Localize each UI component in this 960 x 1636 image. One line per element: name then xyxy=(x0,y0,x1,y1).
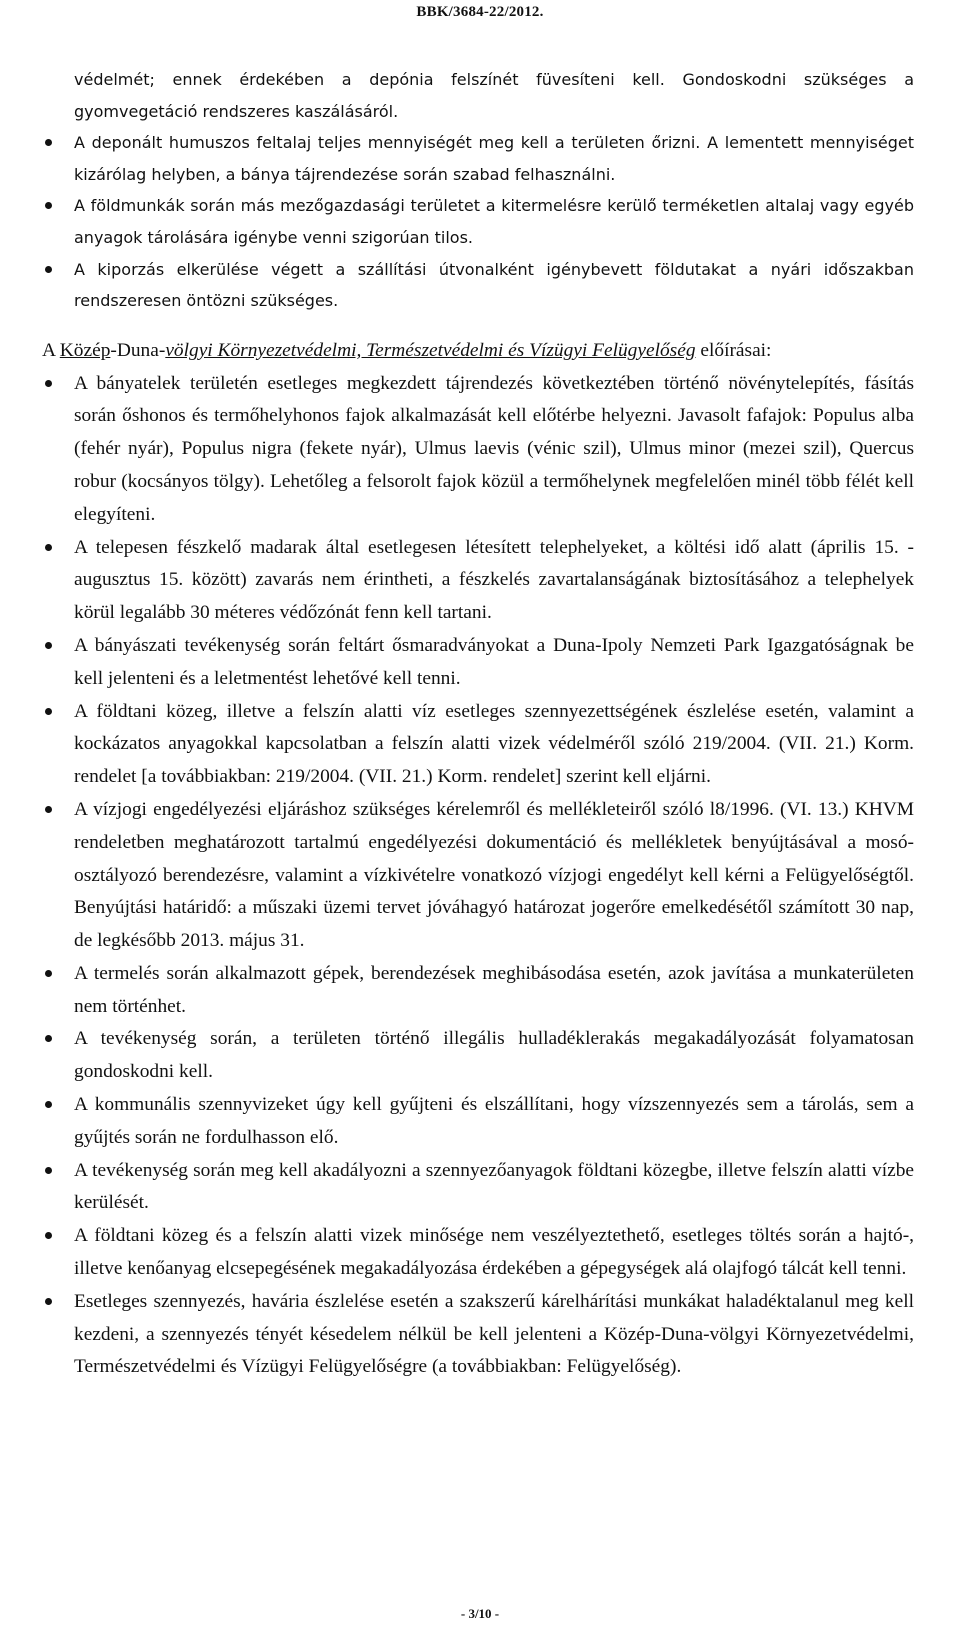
list-item xyxy=(42,696,914,794)
bullet-icon xyxy=(45,642,52,649)
list-item-text: A kiporzás elkerülése végett a szállítási útvonalként igénybevett földutakat a nyári időszakban rendszeresen öntözni szükséges. xyxy=(74,259,914,311)
list-item xyxy=(42,190,914,253)
list-item xyxy=(42,1155,914,1221)
list-item-text: A vízjogi engedélyezési eljáráshoz szükséges kérelemről és mellékleteiről szóló l8/1996. (VI. 13.) KHVM rendeletben meghatározott tartalmú engedélyezési dokumentáció és mellékletek benyújtásával a mosó-osztályozó berendezésre, valamint a vízkivételre vonatkozó vízjogi engedélyt kell kérni a Felügyelőségtől. Benyújtási határidő: a műszaki üzemi tervet jóváhagyó határozat jogerőre emelkedésétől számított 30 nap, de legkésőbb 2013. május 31. xyxy=(74,798,914,952)
bullet-icon xyxy=(45,139,52,146)
bullet-icon xyxy=(45,1232,52,1239)
bullet-icon xyxy=(45,1101,52,1108)
list-item xyxy=(42,368,914,532)
bullet-icon xyxy=(45,202,52,209)
bullet-icon xyxy=(45,806,52,813)
bullet-icon xyxy=(45,1298,52,1305)
list-item xyxy=(42,1023,914,1089)
list-item xyxy=(42,1286,914,1384)
list-item xyxy=(42,254,914,317)
list-item-text: A földtani közeg, illetve a felszín alatti víz esetleges szennyezettségének észlelése esetén, valamint a kockázatos anyagokkal kapcsolatban a felszín alatti vizek védelméről szóló 219/2004. (VII. 21.) Korm. rendelet [a továbbiakban: 219/2004. (VII. 21.) Korm. rendelet] szerint kell eljárni. xyxy=(74,700,914,788)
intro-authority-part1: Közép xyxy=(59,339,111,361)
list-item xyxy=(42,532,914,630)
bullet-icon xyxy=(45,380,52,387)
intro-prefix: A xyxy=(42,339,60,361)
page-number: - 3/10 - xyxy=(460,1606,500,1621)
bullet-icon xyxy=(45,1035,52,1042)
bullet-icon xyxy=(45,544,52,551)
list-item-text: A kommunális szennyvizeket úgy kell gyűjteni és elszállítani, hogy vízszennyezés sem a tárolás, sem a gyűjtés során ne fordulhasson elő. xyxy=(74,1094,914,1148)
list-item xyxy=(42,958,914,1024)
intro-suffix: előírásai: xyxy=(695,339,772,361)
section-2 xyxy=(42,335,914,1385)
section-1 xyxy=(42,64,914,317)
continued-paragraph: védelmét; ennek érdekében a depónia felszínét füvesíteni kell. Gondoskodni szükséges a gyomvegetáció rendszeres kaszálásáról. xyxy=(74,70,914,121)
list-item-text: A deponált humuszos feltalaj teljes mennyiségét meg kell a területen őrizni. A lementett mennyiséget kizárólag helyben, a bánya tájrendezése során szabad felhasználni. xyxy=(74,133,914,184)
list-item-text: A tevékenység során meg kell akadályozni a szennyezőanyagok földtani közegbe, illetve felszín alatti vízbe kerülését. xyxy=(74,1159,914,1214)
bullet-list-2 xyxy=(42,368,914,1385)
list-item xyxy=(42,630,914,696)
list-item-text: Esetleges szennyezés, havária észlelése esetén a szakszerű kárelhárítási munkákat haladéktalanul meg kell kezdeni, a szennyezés tényét késedelem nélkül be kell jelenteni a Közép-Duna-völgyi Környezetvédelmi, Természetvédelmi és Vízügyi Felügyelőségre (a továbbiakban: Felügyelőség). xyxy=(74,1290,914,1378)
bullet-icon xyxy=(45,266,52,273)
list-item-text: A földmunkák során más mezőgazdasági területet a kitermelésre kerülő terméketlen altalaj vagy egyéb anyagok tárolására igénybe venni szigorúan tilos. xyxy=(74,196,914,247)
document-body xyxy=(42,64,914,1384)
list-item-text: A telepesen fészkelő madarak által esetlegesen létesített telephelyeket, a költési idő alatt (április 15. - augusztus 15. között) zavarás nem érintheti, a fészkelés zavartalanságának biztosításához a telephelyek körül legalább 30 méteres védőzónát fenn kell tartani. xyxy=(74,536,914,624)
bullet-list-1 xyxy=(42,127,914,317)
list-item xyxy=(42,794,914,958)
document-id-header: BBK/3684-22/2012. xyxy=(416,4,544,20)
intro-authority-part3: völgyi Környezetvédelmi, Természetvédelmi és Vízügyi Felügyelőség xyxy=(165,339,696,361)
list-item xyxy=(42,1220,914,1286)
list-item-text: A földtani közeg és a felszín alatti vizek minősége nem veszélyeztethető, esetleges töltés során a hajtó-, illetve kenőanyag elcsepegésének megakadályozása érdekében a gépegységek alá olajfogó tálcát kell tenni. xyxy=(74,1225,914,1280)
bullet-icon xyxy=(45,708,52,715)
list-item xyxy=(42,1089,914,1155)
list-item-text: A tevékenység során, a területen történő illegális hulladéklerakás megakadályozását folyamatosan gondoskodni kell. xyxy=(74,1028,914,1083)
intro-authority-part2: -Duna- xyxy=(110,339,166,361)
list-item-text: A bányatelek területén esetleges megkezdett tájrendezés következtében történő növénytelepítés, fásítás során őshonos és termőhelyhonos fajok alkalmazását kell előtérbe helyezni. Javasolt fafajok: Populus alba (fehér nyár), Populus nigra (fekete nyár), Ulmus laevis (vénic szil), Ulmus minor (mezei szil), Quercus robur (kocsányos tölgy). Lehetőleg a felsorolt fajok közül a termőhelynek megfelelően minél több félét kell elegyíteni. xyxy=(74,372,914,525)
bullet-icon xyxy=(45,1167,52,1174)
section-intro xyxy=(42,335,914,368)
list-item-text: A termelés során alkalmazott gépek, berendezések meghibásodása esetén, azok javítása a munkaterületen nem történhet. xyxy=(74,962,914,1017)
bullet-icon xyxy=(45,970,52,977)
list-item xyxy=(42,127,914,190)
list-item-text: A bányászati tevékenység során feltárt ősmaradványokat a Duna-Ipoly Nemzeti Park Igazgatóságnak be kell jelenteni és a leletmentést lehetővé kell tenni. xyxy=(74,634,914,689)
